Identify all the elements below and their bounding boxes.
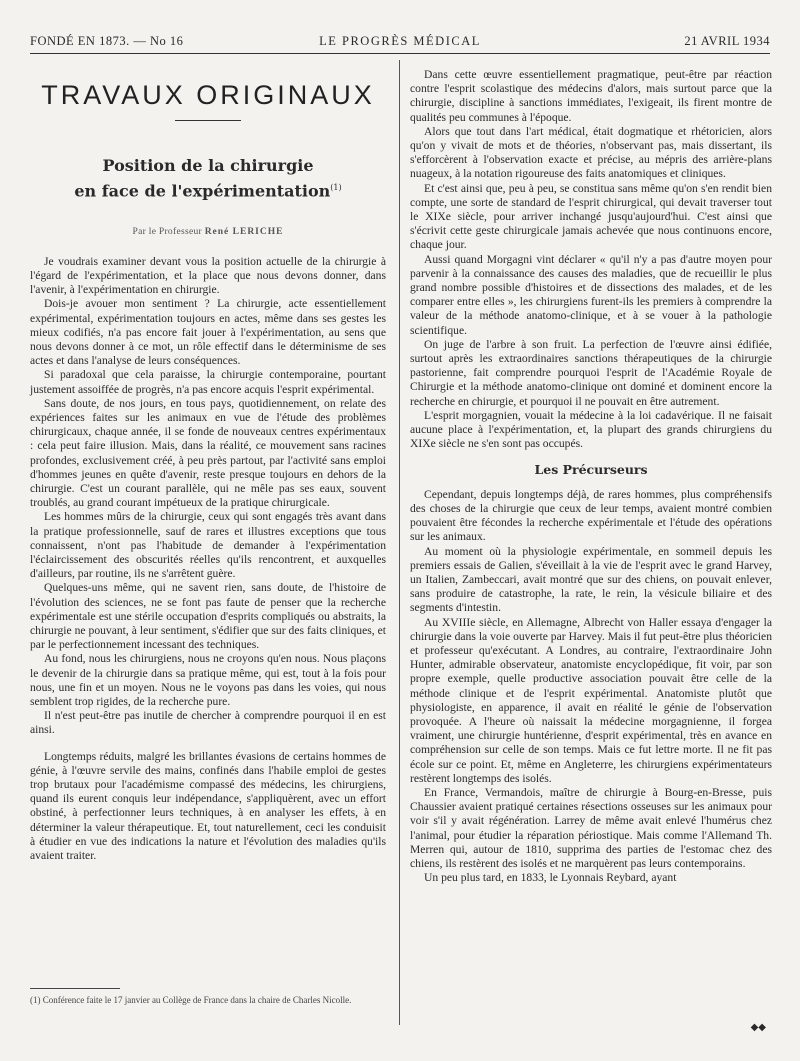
paragraph: Il n'est peut-être pas inutile de chercher à comprendre pourquoi il en est ainsi. [30,709,386,737]
paragraph: Je voudrais examiner devant vous la position actuelle de la chirurgie à l'égard de l'expérimentation, et la place que nous devons donner, dans l'avenir, à l'expérimentation en chirurgie. [30,254,386,297]
header-founded: FONDÉ EN 1873. — No 16 [30,34,184,48]
byline [30,225,386,239]
paragraph: Sans doute, de nos jours, en tous pays, quotidiennement, on relate des expériences faites sur les animaux en vue de l'étude des problèmes chirurgicaux, chaque année, il se fonde de nouveaux centres expérimentaux : cela peut faire illusion. Mais, dans la réalité, ce mouvement sans racines profondes, exclusivement créé, à peu près partout, par l'activité sans emploi d'hommes jeunes en quête d'avenir, reste presque toujours en dehors de la chirurgie. C'est un courant parallèle, qui ne mêle pas ses eaux, souvent troublés, au grand courant impétueux de la pratique chirurgicale. [30,396,386,510]
paragraph: Alors que tout dans l'art médical, était dogmatique et rhétoricien, alors qu'on y vivait de mots et de théories, n'observant pas, mais dissertant, ils s'efforcèrent à l'observation exacte et précise, au mépris des arrière-plans nuageux, à la notation rigoureuse des faits anatomiques et cliniques. [410,124,772,181]
paragraph: Au moment où la physiologie expérimentale, en sommeil depuis les premiers essais de Galien, s'éveillait à la vie de l'esprit avec le grand Harvey, un Italien, Zambeccari, avait montré que sur des chiens, on pouvait enlever, sans produire de catastrophe, la rate, le rein, la vésicule biliaire et des segments d'intestin. [410,544,772,615]
left-body [30,255,386,864]
paragraph: Aussi quand Morgagni vint déclarer « qu'il n'y a pas d'autre moyen pour parvenir à la connaissance des causes des maladies, que de recueillir le plus grand nombre possible d'histoires et de dissections des malades, et de les comparer entre elles », les chirurgiens furent-ils les premiers à comprendre la valeur de la méthode anatomo-clinique, et à se vouer à la pathologie scientifique. [410,252,772,337]
footnote-ref[interactable]: (1) [330,183,342,193]
left-column [30,68,386,863]
paragraph: Les hommes mûrs de la chirurgie, ceux qui sont engagés très avant dans la pratique professionnelle, sauf de rares et illustres exceptions que tous connaissent, n'ont pas l'habitude de demander à l'expérimentation l'éclaircissement des obscurités réelles qu'ils rencontrent, et auxquelles d'ailleurs, par routine, ils ne s'arrêtent guère. [30,510,386,581]
paragraph: Au XVIIIe siècle, en Allemagne, Albrecht von Haller essaya d'engager la chirurgie dans la voie ouverte par Harvey. Mais il fut peut-être plus théoricien et professeur qu'exécutant. A Londres, au contraire, l'extraordinaire John Hunter, admirable observateur, anatomiste encyclopédique, fit voir, par son propre exemple, quelle productive association pouvait être celle de la méthode clinique et de l'esprit expérimental. Anatomiste plutôt que physiologiste, en apparence, il avait en réalité le génie de l'observation provoquée. A l'heure où naissait la médecine morgagnienne, il forgea vraiment, une chirurgie huntérienne, d'esprit expérimental, très en avance en compréhension sur celle de son temps. Mais ce fut lettre morte. Il ne fit pas école sur ce point. Et, même en Angleterre, les chirurgiens expérimentateurs restèrent longtemps des isolés. [410,615,772,785]
right-column [410,68,772,885]
footnote-divider [30,988,120,989]
paragraph: Dois-je avouer mon sentiment ? La chirurgie, acte essentiellement expérimental, expérimentation toujours en actes, même dans ses gestes les mieux codifiés, n'a pas encore fait jouer à l'expérimentation, au sens que nous devons donner à ce mot, un rôle effectif dans le déterminisme de ses actes et dans l'analyse de leurs conséquences. [30,297,386,368]
paragraph: L'esprit morgagnien, vouait la médecine à la loi cadavérique. Il ne faisait aucune place à l'expérimentation, et, la plupart des grands chirurgiens du XIXe siècle ne s'en sont pas occupés. [410,408,772,451]
paragraph: Quelques-uns même, qui ne savent rien, sans doute, de l'histoire de l'évolution des sciences, ne se font pas faute de penser que la recherche expérimentale est une stérile occupation d'esprits compliqués ou abstraits, la chirurgie ne pouvant, à leur sentiment, s'édifier que sur des faits cliniques, et par le perfectionnement incessant des techniques. [30,581,386,652]
header-journal-title: LE PROGRÈS MÉDICAL [319,34,481,48]
footnote: (1) Conférence faite le 17 janvier au Collège de France dans la chaire de Charles Nicolle. [30,995,352,1005]
paragraph: En France, Vermandois, maître de chirurgie à Bourg-en-Bresse, puis Chaussier avaient pratiqué certaines résections osseuses sur les animaux pour voir s'il y avait régénération. Larrey de même avait enlevé l'humérus chez l'animal, pour étudier la réparation périostique. Mais comme l'Allemand Th. Merren qui, autour de 1810, supprima des parties de l'estomac chez des chiens, ils restèrent des isolés et ne marquèrent pas leurs contemporains. [410,785,772,870]
byline-prefix: Par le Professeur [132,226,202,237]
title-rule [175,120,241,121]
paragraph: Cependant, depuis longtemps déjà, de rares hommes, plus compréhensifs des choses de la chirurgie que ceux de leur temps, avaient montré combien pouvaient être fécondes la recherche expérimentale et l'étude des opérations sur les animaux. [410,487,772,544]
article-title [30,155,386,202]
paragraph: Si paradoxal que cela paraisse, la chirurgie contemporaine, pourtant justement assoiffée de progrès, n'a pas encore acquis l'esprit expérimental. [30,368,386,396]
paragraph: On juge de l'arbre à son fruit. La perfection de l'œuvre ainsi édifiée, surtout après les extraordinaires sanctions thérapeutiques de la chirurgie pastorienne, fait comprendre pourquoi l'esprit de l'Académie Royale de Chirurgie et la méthode anatomo-clinique ont dominé et dominent encore la recherche en chirurgie, et pourquoi il ne pouvait en être autrement. [410,337,772,408]
article-title-line1: Position de la chirurgie [102,156,314,176]
header-divider [30,53,770,54]
header-date: 21 AVRIL 1934 [684,34,770,48]
article-title-line2: en face de l'expérimentation [74,181,331,201]
author-name: René LERICHE [204,226,284,237]
paragraph: Et c'est ainsi que, peu à peu, se constitua sans même qu'on s'en rendit bien compte, une sorte de standard de l'esprit chirurgical, qui devait traverser tout le XIXe siècle, pour arriver inchangé jusqu'aujourd'hui. C'est ainsi que s'écrivit cette geste chirurgicale jamais achevée que nous continuons encore, chaque jour. [410,181,772,252]
subsection-title: Les Précurseurs [534,462,648,478]
paragraph: Un peu plus tard, en 1833, le Lyonnais Reybard, ayant [424,871,677,885]
continuation-mark: ◆◆ [750,1022,766,1033]
paragraph: Longtemps réduits, malgré les brillantes évasions de certains hommes de génie, à l'œuvre servile des mains, confinés dans l'habile emploi de gestes trop brutaux pour l'académisme compassé des médecins, les chirurgiens, quand ils eurent conquis leur indépendance, s'appliquèrent, avec un effort obstiné, à perfectionner leurs techniques, à en analyser les effets, à en déterminer la valeur thérapeutique. Et, tout naturellement, ceci les conduisit à étudier en vue des indications la nature et l'évolution des maladies qu'ils avaient traiter. [30,749,386,863]
paragraph: Dans cette œuvre essentiellement pragmatique, peut-être par réaction contre l'esprit scolastique des médecins d'alors, mais surtout parce que la chirurgie, discipline à sanctions immédiates, l'exigeait, ils firent montre de qualités peu communes à l'époque. [410,68,772,124]
section-title: TRAVAUX ORIGINAUX [41,80,375,110]
running-header [30,34,770,52]
paragraph: Au fond, nous les chirurgiens, nous ne croyons qu'en nous. Nous plaçons le devenir de la chirurgie dans sa pratique même, qui est, tout à la fois pour nous, une fin et un moyen. Nous ne le voyons pas dans les voies, qui nous semblent trop rigides, de la recherche pure. [30,652,386,709]
column-divider [399,60,400,1025]
